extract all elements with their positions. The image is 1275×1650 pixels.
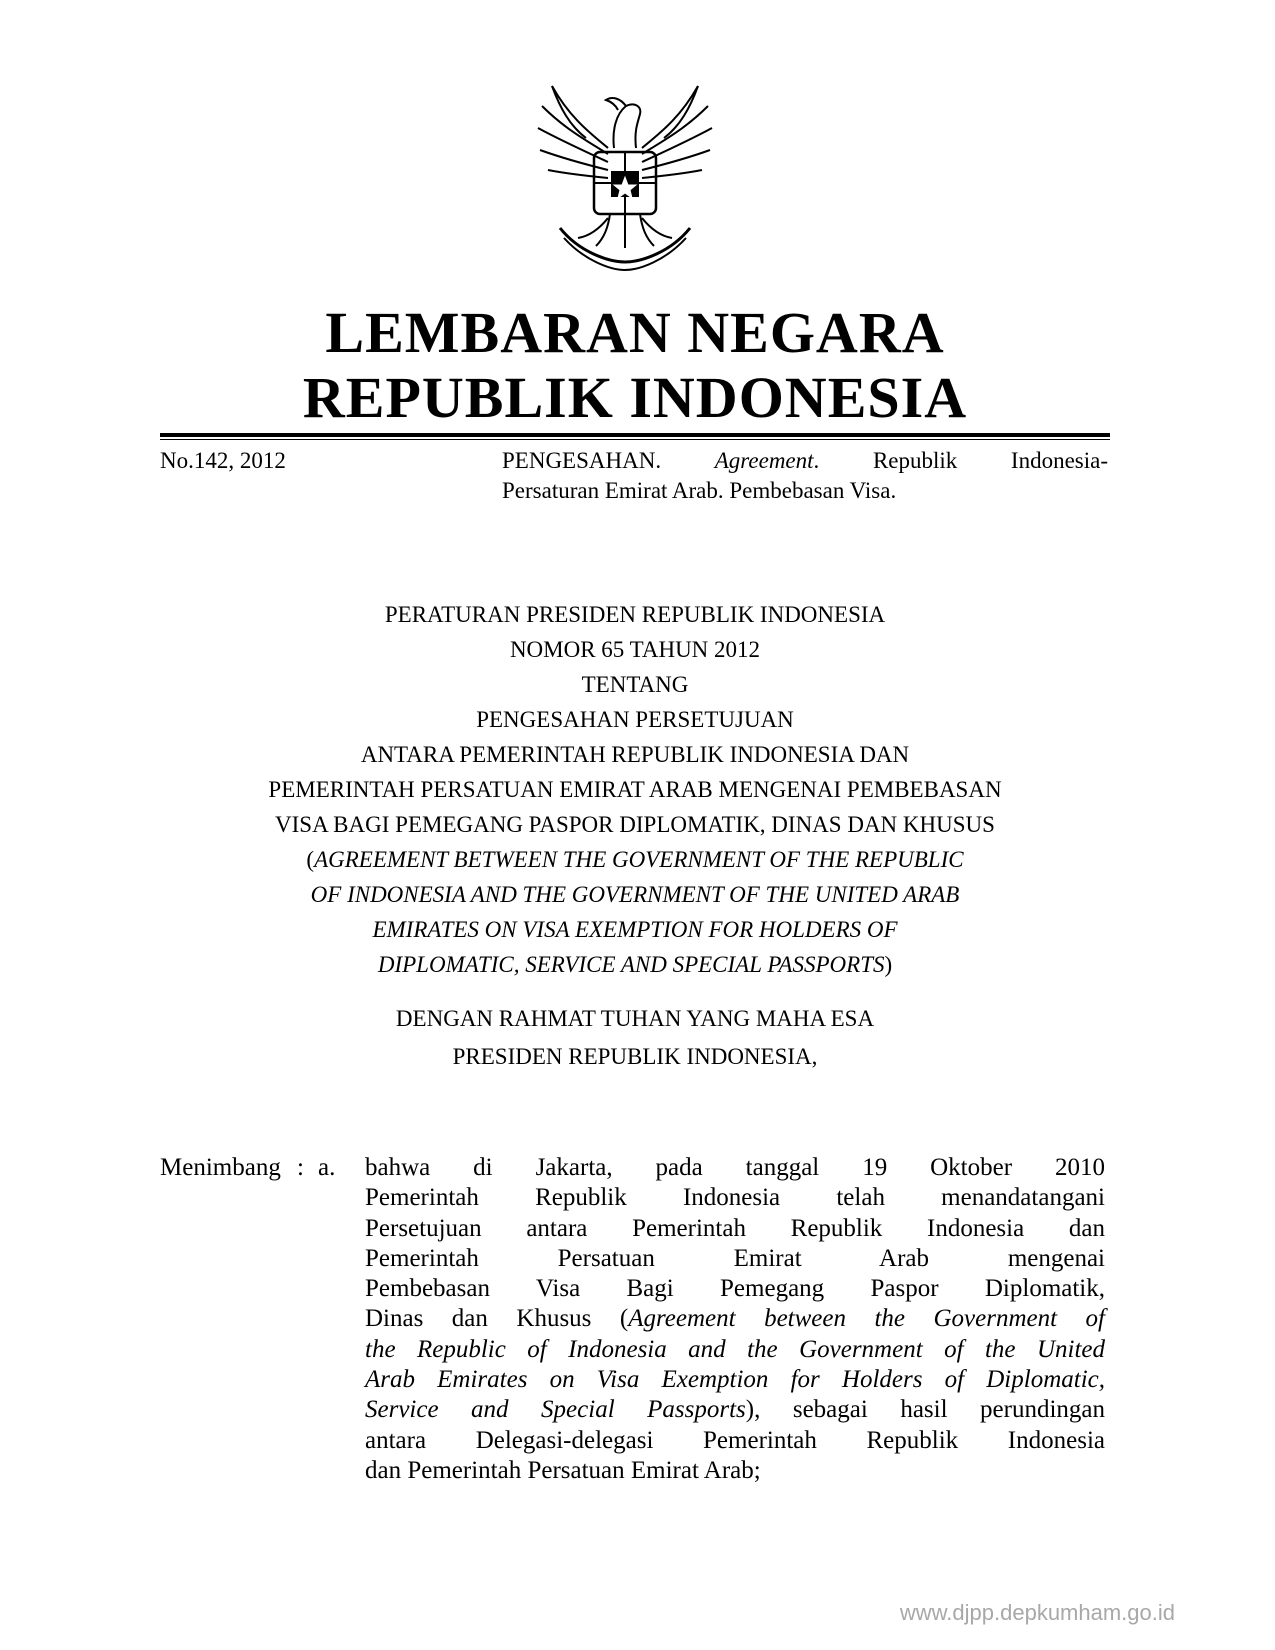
title-line: TENTANG [581, 672, 689, 697]
garuda-emblem-icon [530, 78, 720, 278]
paragraph-line: Pemerintah Persatuan Emirat Arab mengenai [365, 1244, 1105, 1272]
english-title-line: OF INDONESIA AND THE GOVERNMENT OF THE UNITED ARAB [310, 882, 960, 907]
title-line: ANTARA PEMERINTAH REPUBLIK INDONESIA DAN [360, 742, 910, 767]
paragraph-line: Pemerintah Republik Indonesia telah menandatangani [365, 1184, 1105, 1212]
paragraph-line: Service and Special Passports), sebagai hasil perundingan [365, 1396, 1105, 1424]
paragraph-line: Pembebasan Visa Bagi Pemegang Paspor Diplomatik, [365, 1275, 1105, 1303]
title-line: PENGESAHAN PERSETUJUAN [476, 707, 794, 732]
english-title-line: EMIRATES ON VISA EXEMPTION FOR HOLDERS OF [372, 917, 898, 942]
masthead-line-1: LEMBARAN NEGARA [325, 300, 945, 365]
english-title-line: DIPLOMATIC, SERVICE AND SPECIAL PASSPORTS) [377, 952, 893, 977]
paragraph-line: antara Delegasi-delegasi Pemerintah Republik Indonesia [365, 1426, 1105, 1454]
masthead-line-2: REPUBLIK INDONESIA [302, 365, 968, 430]
considering-colon: : [297, 1154, 304, 1181]
invocation [160, 1000, 1110, 1076]
invocation-line-1: DENGAN RAHMAT TUHAN YANG MAHA ESA [395, 1006, 875, 1031]
title-line: NOMOR 65 TAHUN 2012 [509, 637, 761, 662]
english-title-line: (AGREEMENT BETWEEN THE GOVERNMENT OF THE REPUBLIC [306, 847, 964, 872]
title-line: PEMERINTAH PERSATUAN EMIRAT ARAB MENGENAI PEMBEBASAN [268, 777, 1002, 802]
considering-item-marker: a. [318, 1154, 336, 1181]
issue-description [502, 446, 1108, 506]
issue-description-line-2: Persaturan Emirat Arab. Pembebasan Visa. [502, 478, 897, 503]
paragraph-line: bahwa di Jakarta, pada tanggal 19 Oktober 2010 [365, 1154, 1105, 1181]
paragraph-line: dan Pemerintah Persatuan Emirat Arab; [365, 1456, 761, 1484]
regulation-title [160, 597, 1110, 982]
header-rule [160, 433, 1110, 437]
invocation-line-2: PRESIDEN REPUBLIK INDONESIA, [452, 1044, 818, 1069]
issue-number: No.142, 2012 [160, 448, 286, 473]
considering-item-text [365, 1153, 1105, 1486]
considering-label: Menimbang [160, 1154, 281, 1181]
paragraph-line: the Republic of Indonesia and the Government of the United [365, 1335, 1105, 1363]
title-line: VISA BAGI PEMEGANG PASPOR DIPLOMATIK, DINAS DAN KHUSUS [275, 812, 995, 837]
title-line: PERATURAN PRESIDEN REPUBLIK INDONESIA [384, 602, 886, 627]
paragraph-line: Persetujuan antara Pemerintah Republik Indonesia dan [365, 1214, 1105, 1242]
source-watermark: www.djpp.depkumham.go.id [899, 1600, 1175, 1625]
paragraph-line: Arab Emirates on Visa Exemption for Holders of Diplomatic, [365, 1366, 1105, 1394]
issue-description-line-1: PENGESAHAN. Agreement. Republik Indonesia- [502, 448, 1108, 473]
paragraph-line: Dinas dan Khusus (Agreement between the Government of [365, 1305, 1105, 1333]
header-rule-thin [160, 439, 1110, 440]
